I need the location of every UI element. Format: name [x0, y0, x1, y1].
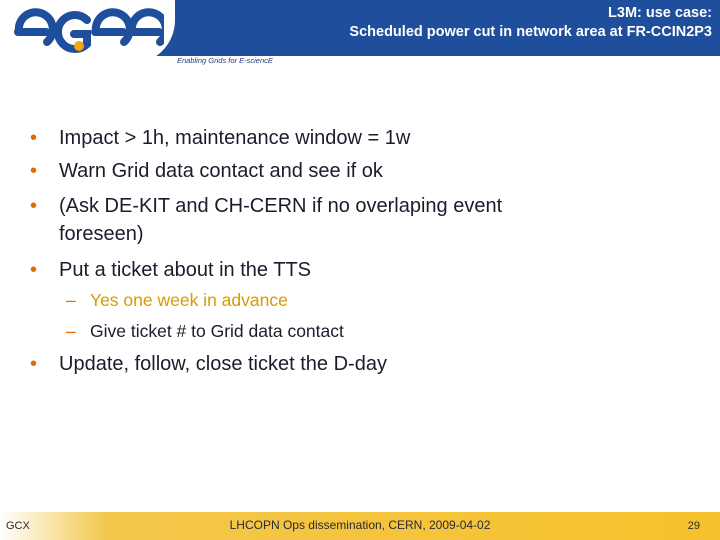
slide-header [0, 0, 720, 67]
bullet-marker: • [30, 195, 38, 217]
footer-event: LHCOPN Ops dissemination, CERN, 2009-04-02 [229, 518, 491, 532]
subbullet-text: Give ticket # to Grid data contact [90, 321, 344, 341]
bullet-marker: • [30, 259, 38, 281]
bullet-marker: • [30, 353, 38, 375]
footer-author: GCX [6, 520, 30, 532]
slide-title-line1: L3M: use case: [608, 5, 712, 21]
egee-logo [12, 6, 164, 54]
subbullet-marker: – [66, 290, 76, 310]
slide-title-line2: Scheduled power cut in network area at FR-CCIN2P3 [349, 24, 712, 40]
bullet-text: Update, follow, close ticket the D-day [59, 353, 387, 375]
bullet-text: (Ask DE-KIT and CH-CERN if no overlaping event [59, 195, 503, 217]
bullet-marker: • [30, 127, 38, 149]
bullet-text: Put a ticket about in the TTS [59, 259, 311, 281]
tagline-band [0, 56, 720, 67]
slide-footer [0, 512, 720, 540]
subbullet-marker: – [66, 321, 76, 341]
bullet-text: Impact > 1h, maintenance window = 1w [59, 127, 411, 149]
bullet-text-continued: foreseen) [59, 223, 144, 245]
tagline: Enabling Grids for E-sciencE [177, 56, 273, 65]
page-number: 29 [687, 520, 700, 532]
bullet-marker: • [30, 160, 38, 182]
bullet-text: Warn Grid data contact and see if ok [59, 160, 383, 182]
subbullet-text: Yes one week in advance [90, 290, 288, 310]
slide-title [192, 4, 712, 42]
